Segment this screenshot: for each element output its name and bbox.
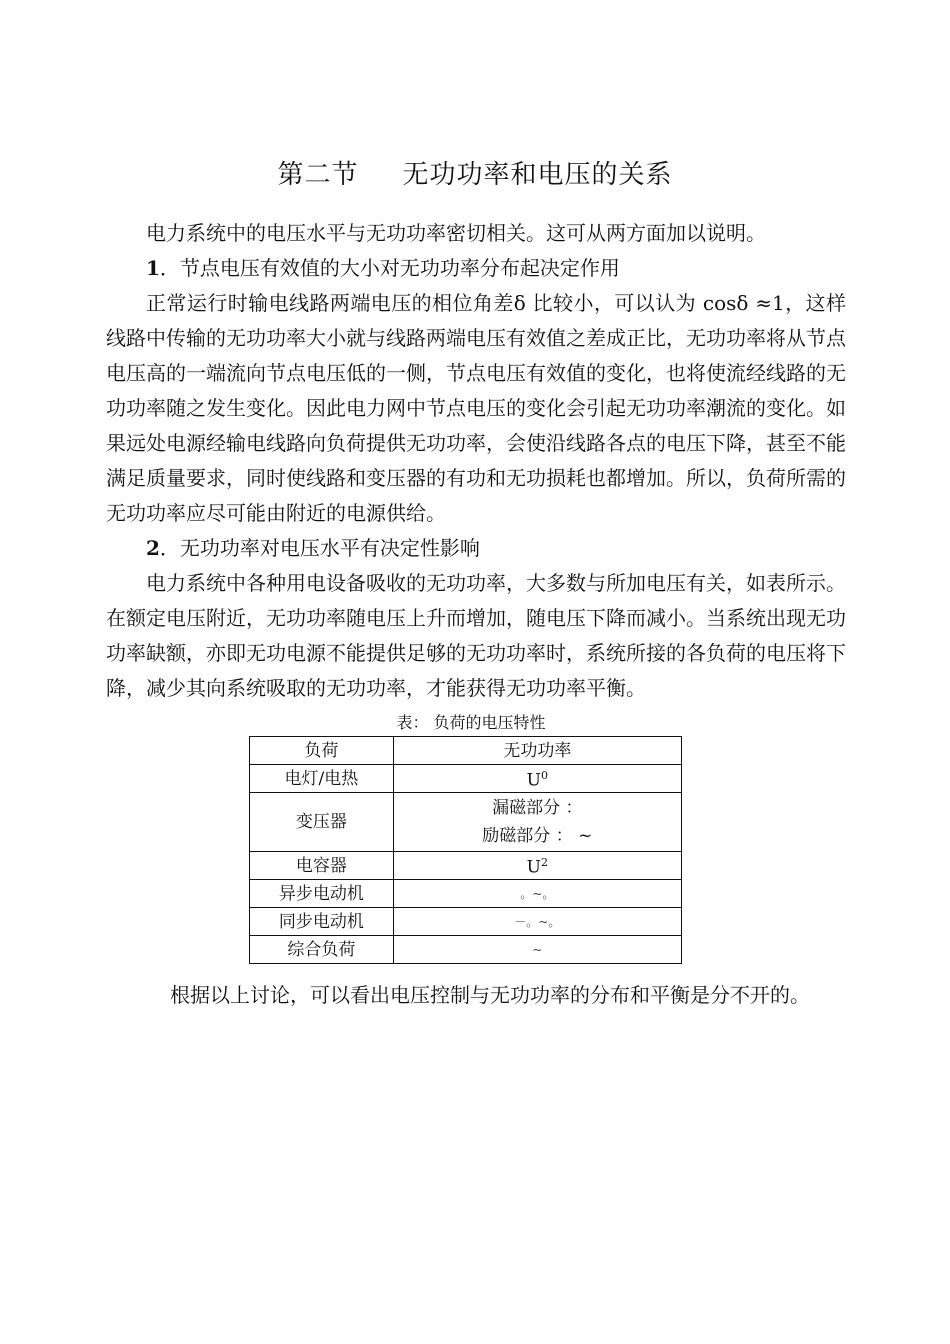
table-cell-value: 。~。 [393, 880, 681, 908]
section2-heading [106, 531, 846, 566]
section2-paragraph: 电力系统中各种用电设备吸收的无功功率，大多数与所加电压有关，如表所示。在额定电压附近，无功功率随电压上升而增加，随电压下降而减小。当系统出现无功功率缺额，亦即无功电源不能提供足够的无功功率时，系统所接的各负荷的电压将下降，减少其向系统吸取的无功功率，才能获得无功功率平衡。 [106, 571, 846, 700]
value-exponent: 0 [541, 769, 548, 783]
section1-number: 1 [146, 256, 160, 280]
intro-paragraph: 电力系统中的电压水平与无功功率密切相关。这可从两方面加以说明。 [146, 221, 766, 245]
section-number: 第二节 [277, 160, 359, 190]
table-cell-load: 变压器 [250, 793, 394, 852]
table-header-cell: 无功功率 [393, 737, 681, 765]
section1-paragraph: 正常运行时输电线路两端电压的相位角差δ 比较小，可以认为 cosδ ≈1，这样线路中传输的无功功率大小就与线路两端电压有效值之差成正比，无功功率将从节点电压高的一端流向节点电压低的一侧，节点电压有效值的变化，也将使流经线路的无功功率随之发生变化。因此电力网中节点电压的变化会引起无功功率潮流的变化。如果远处电源经输电线路向负荷提供无功功率，会使沿线路各点的电压下降，甚至不能满足质量要求，同时使线路和变压器的有功和无功损耗也都增加。所以，负荷所需的无功功率应尽可能由附近的电源供给。 [106, 291, 846, 525]
table-cell-load: 综合负荷 [250, 936, 394, 964]
section1-heading [106, 251, 846, 286]
page-title [0, 155, 950, 195]
table-cell-load: 异步电动机 [250, 880, 394, 908]
conclusion-paragraph: 根据以上讨论，可以看出电压控制与无功功率的分布和平衡是分不开的。 [170, 983, 810, 1007]
table-caption: 表： 负荷的电压特性 [396, 713, 546, 732]
table-cell-value: ~ [393, 936, 681, 964]
table-header-row [250, 737, 682, 765]
value-line: 励磁部分 ： ~ [482, 826, 593, 846]
value-exponent: 2 [541, 856, 548, 870]
section2-heading-text: ．无功功率对电压水平有决定性影响 [159, 536, 480, 560]
table-cell-value [393, 793, 681, 852]
document-body [106, 216, 846, 1013]
table-row [250, 908, 682, 936]
value-base: U [526, 770, 541, 791]
table-cell-load: 电容器 [250, 852, 394, 880]
table-cell-load: 同步电动机 [250, 908, 394, 936]
table-header-cell: 负荷 [250, 737, 394, 765]
section1-heading-text: ．节点电压有效值的大小对无功功率分布起决定作用 [159, 256, 620, 280]
table-cell-value [393, 765, 681, 793]
table-row [250, 852, 682, 880]
value-base: U [526, 857, 541, 878]
table-cell-load: 电灯/电热 [250, 765, 394, 793]
table-row [250, 936, 682, 964]
table-row [250, 793, 682, 852]
table-row [250, 765, 682, 793]
table-cell-value [393, 852, 681, 880]
value-line: 漏磁部分 ： [492, 798, 583, 818]
table-cell-value: －。~。 [393, 908, 681, 936]
section-name: 无功功率和电压的关系 [402, 160, 673, 190]
section2-number: 2 [146, 536, 160, 560]
load-voltage-table [249, 736, 682, 964]
table-row [250, 880, 682, 908]
